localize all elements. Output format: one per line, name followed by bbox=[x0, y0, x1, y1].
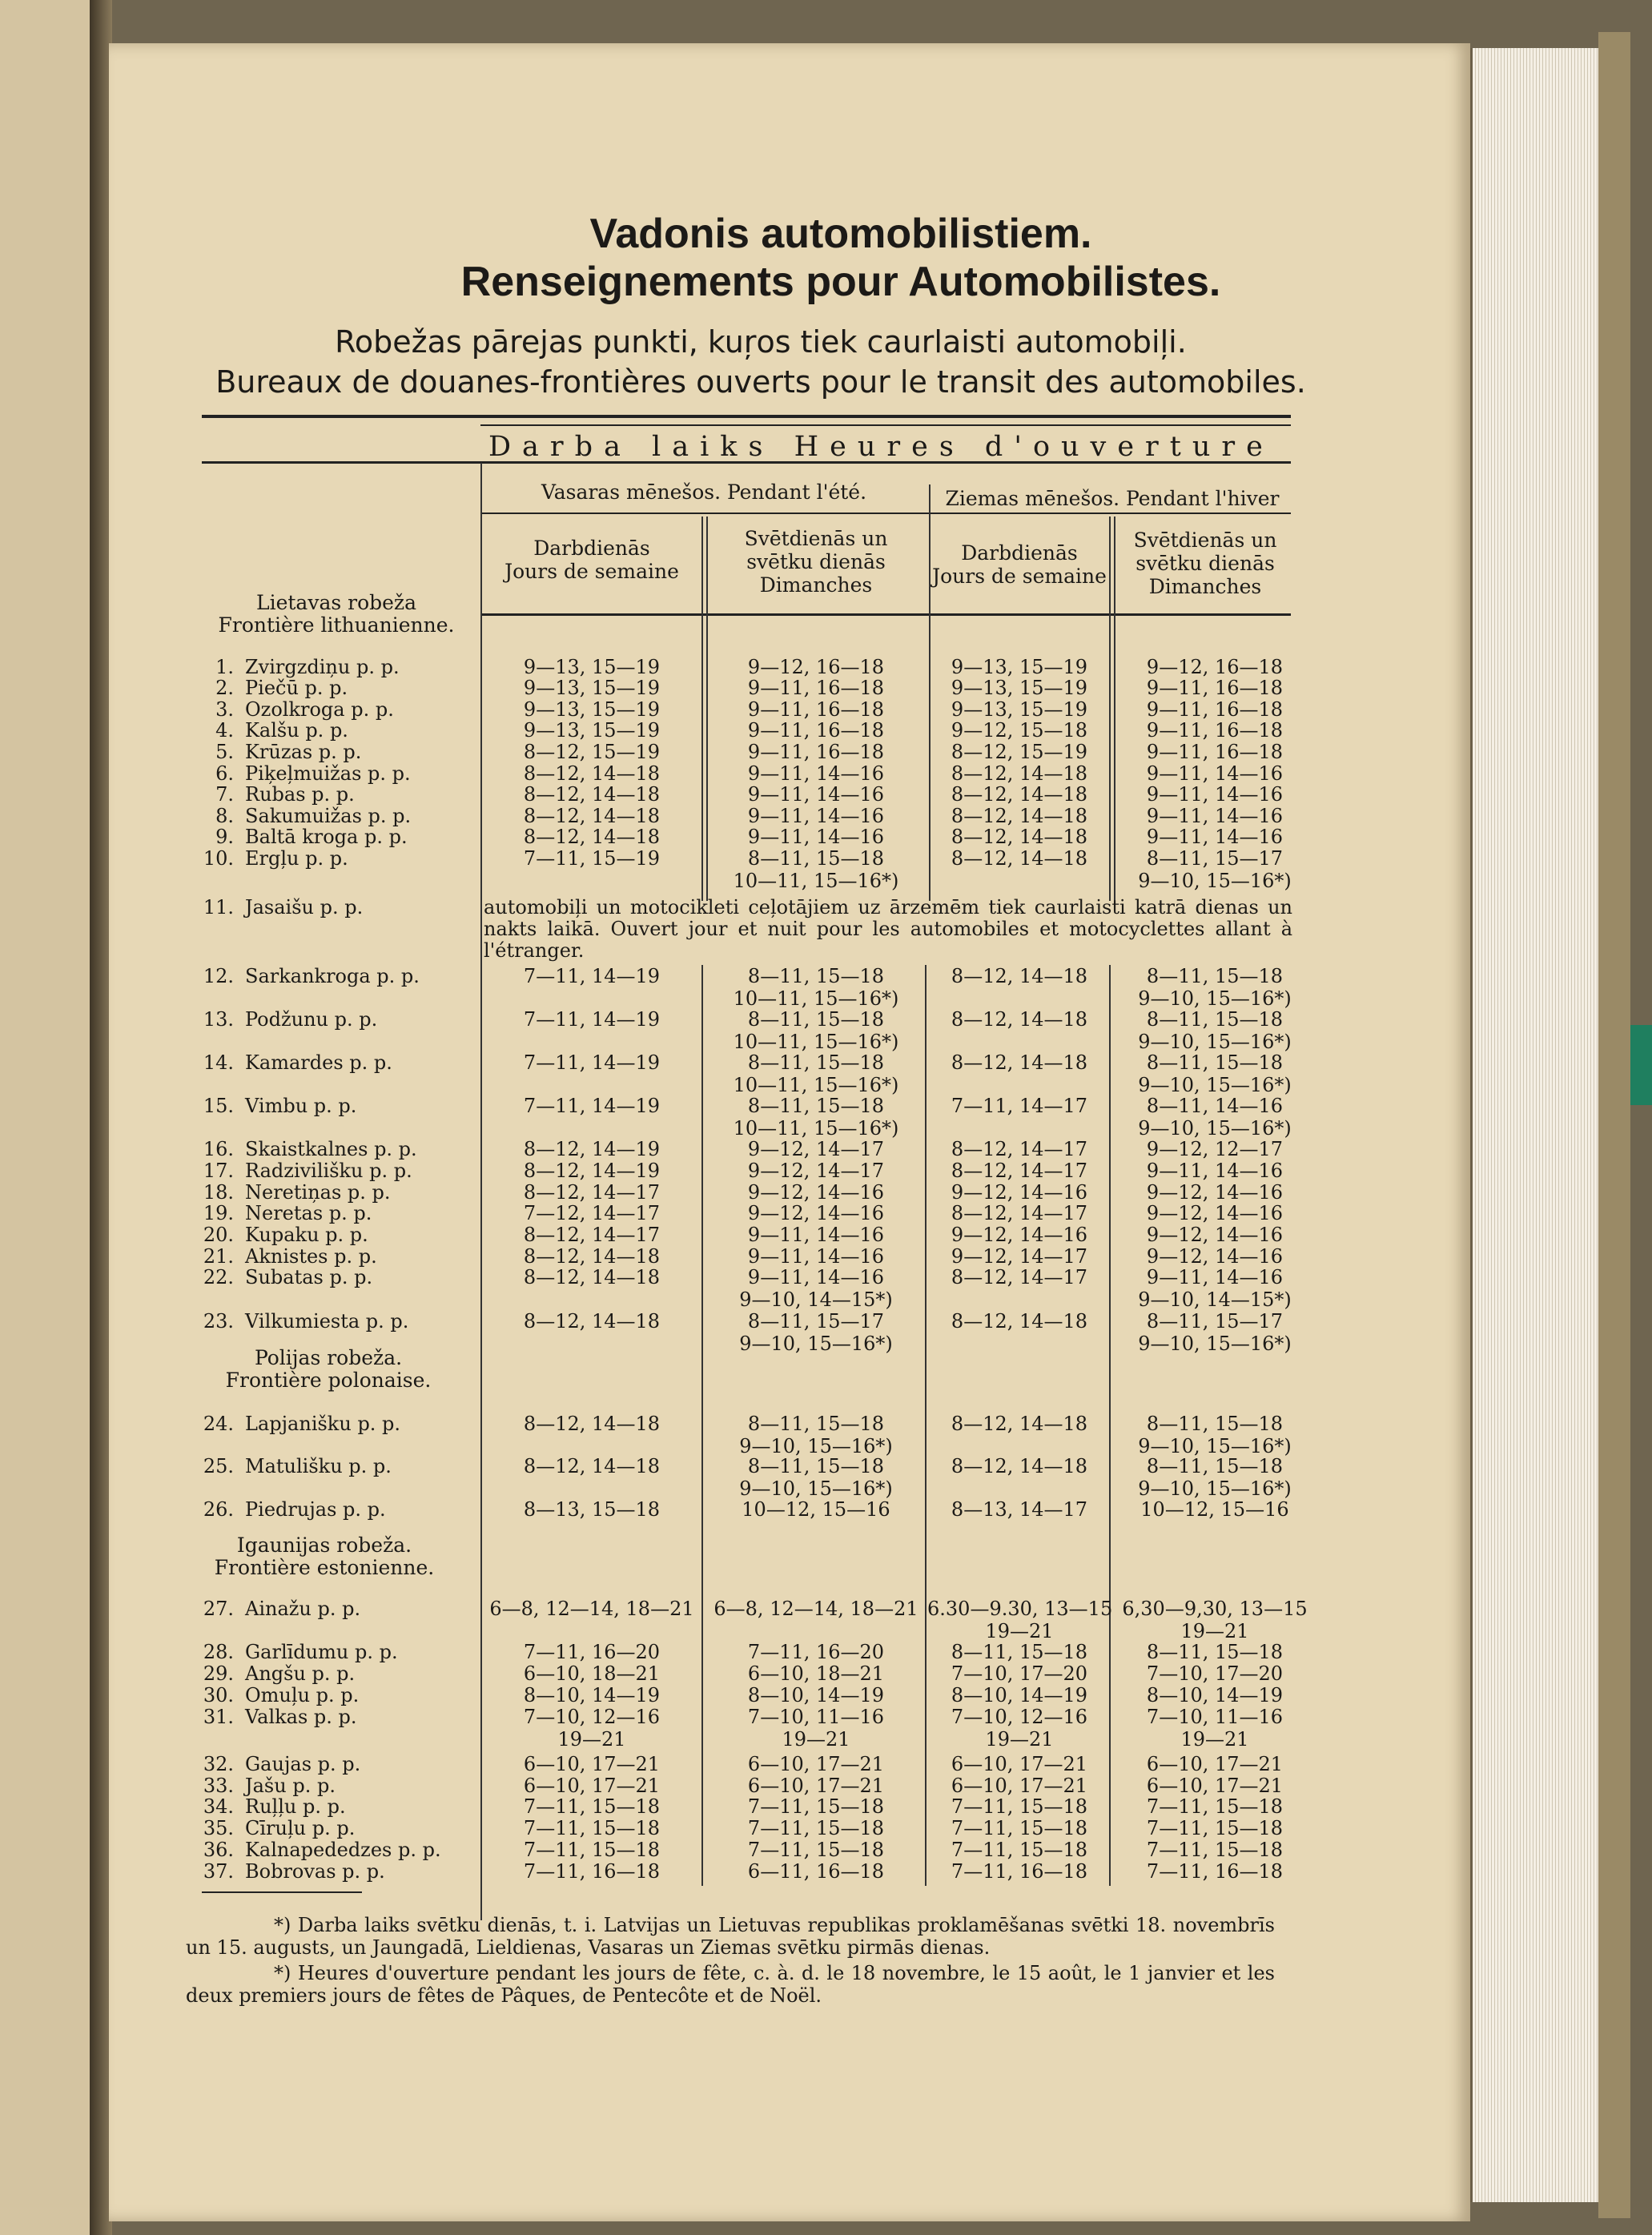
subtitle-french: Bureaux de douanes-frontières ouverts pour le transit des automobiles. bbox=[215, 364, 1306, 400]
hours-c2: 6—10, 18—21 bbox=[747, 1662, 885, 1685]
hours-c2: 7—11, 16—20 bbox=[747, 1641, 885, 1663]
hours-c4: 8—11, 15—18 bbox=[1146, 1641, 1284, 1663]
crossing-name: Rubas p. p. bbox=[245, 783, 355, 806]
row-number: 20. bbox=[203, 1224, 234, 1246]
crossing-name: Skaistkalnes p. p. bbox=[245, 1138, 417, 1160]
section-lithuania bbox=[200, 592, 472, 637]
sundays-lv1: Svētdienās un bbox=[1133, 529, 1277, 552]
weekdays-fr: Jours de semaine bbox=[504, 560, 679, 583]
hours-c2: 6—10, 17—21 bbox=[747, 1753, 885, 1775]
row-number: 26. bbox=[203, 1498, 234, 1521]
hours-c4: 9—12, 14—16 bbox=[1146, 1224, 1284, 1246]
summer-weekdays-heading bbox=[484, 537, 700, 583]
hours-c1: 7—11, 14—19 bbox=[523, 1008, 661, 1031]
hours-c4-second-line: 9—10, 15—16*) bbox=[1138, 1117, 1292, 1140]
crossing-name: Ruļļu p. p. bbox=[245, 1795, 346, 1818]
hours-c4: 7—11, 16—18 bbox=[1146, 1860, 1284, 1883]
crossing-name: Piķeļmuižas p. p. bbox=[245, 762, 411, 785]
hours-c1: 7—11, 15—18 bbox=[523, 1839, 661, 1861]
hours-c2: 7—11, 15—18 bbox=[747, 1839, 885, 1861]
row-number: 19. bbox=[203, 1202, 234, 1224]
row-number: 31. bbox=[203, 1706, 234, 1728]
title-french: Renseignements pour Automobilistes. bbox=[460, 259, 1221, 305]
row-number: 14. bbox=[203, 1051, 234, 1074]
hours-c4-second-line: 9—10, 15—16*) bbox=[1138, 1435, 1292, 1457]
row-number: 32. bbox=[203, 1753, 234, 1775]
col-line-1 bbox=[480, 463, 482, 1920]
crossing-name: Zvirgzdiņu p. p. bbox=[245, 656, 400, 678]
hours-c4: 9—12, 14—16 bbox=[1146, 1181, 1284, 1204]
hours-c2-second-line: 9—10, 14—15*) bbox=[739, 1288, 893, 1311]
hours-c3: 7—11, 15—18 bbox=[951, 1817, 1088, 1839]
hours-c4: 8—11, 15—17 bbox=[1146, 847, 1284, 870]
header-bottom-rule bbox=[480, 613, 1291, 616]
hours-c3: 7—11, 15—18 bbox=[951, 1795, 1088, 1818]
bookmark-tab bbox=[1630, 1025, 1652, 1105]
hours-c2: 9—11, 14—16 bbox=[747, 1245, 885, 1268]
hours-c3: 6—10, 17—21 bbox=[951, 1775, 1088, 1797]
hours-c2: 6—8, 12—14, 18—21 bbox=[713, 1598, 918, 1620]
row-number: 1. bbox=[215, 656, 234, 678]
page-edges bbox=[1470, 48, 1601, 2202]
crossing-name: Omuļu p. p. bbox=[245, 1684, 360, 1706]
weekdays-lv: Darbdienās bbox=[961, 541, 1078, 565]
hours-c2: 8—11, 15—18 bbox=[747, 847, 885, 870]
hours-c2: 7—10, 11—16 bbox=[747, 1706, 885, 1728]
hours-c2: 10—12, 15—16 bbox=[742, 1498, 890, 1521]
hours-c3: 8—12, 14—17 bbox=[951, 1266, 1088, 1288]
hours-c1: 8—12, 14—18 bbox=[523, 1310, 661, 1333]
crossing-name: Baltā kroga p. p. bbox=[245, 826, 408, 848]
hours-c3: 8—12, 14—18 bbox=[951, 826, 1088, 848]
hours-c3: 8—12, 14—17 bbox=[951, 1138, 1088, 1160]
row-number: 33. bbox=[203, 1775, 234, 1797]
hours-c3: 9—12, 14—16 bbox=[951, 1181, 1088, 1204]
hours-c4: 7—10, 17—20 bbox=[1146, 1662, 1284, 1685]
hours-c1: 7—11, 16—18 bbox=[523, 1860, 661, 1883]
winter-weekdays-heading bbox=[931, 541, 1108, 588]
footnote-latvian: *) Darba laiks svētku dienās, t. i. Latvijas un Lietuvas republikas proklamēšanas svētki 18. novembrīs un 15. augusts, un Jaungadā, Lieldienas, Vasaras un Ziemas svētku pirmās dienas. bbox=[186, 1914, 1275, 1959]
footnote-french: *) Heures d'ouverture pendant les jours de fête, c. à. d. le 18 novembre, le 15 août, le 1 janvier et les deux premiers jours de fêtes de Pâques, de Pentecôte et de Noël. bbox=[186, 1962, 1275, 2007]
hours-c3: 8—12, 14—18 bbox=[951, 762, 1088, 785]
row-number: 24. bbox=[203, 1413, 234, 1435]
hours-c4: 6,30—9,30, 13—15 bbox=[1122, 1598, 1308, 1620]
crossing-name: Kamardes p. p. bbox=[245, 1051, 392, 1074]
hours-c4: 8—11, 15—18 bbox=[1146, 965, 1284, 987]
sundays-lv1: Svētdienās un bbox=[744, 527, 888, 550]
hours-c1: 9—13, 15—19 bbox=[523, 677, 661, 699]
hours-c2: 9—11, 14—16 bbox=[747, 805, 885, 827]
crossing-name: Kupaku p. p. bbox=[245, 1224, 368, 1246]
row-number: 18. bbox=[203, 1181, 234, 1204]
col-line-2c bbox=[701, 965, 703, 1886]
row-number: 30. bbox=[203, 1684, 234, 1706]
hours-c2-second-line: 10—11, 15—16*) bbox=[733, 1074, 899, 1096]
hours-c3: 8—12, 14—18 bbox=[951, 1051, 1088, 1074]
hours-c4-second-line: 9—10, 15—16*) bbox=[1138, 1477, 1292, 1500]
hours-c3: 8—13, 14—17 bbox=[951, 1498, 1088, 1521]
section-poland bbox=[192, 1347, 464, 1392]
crossing-name: Podžunu p. p. bbox=[245, 1008, 378, 1031]
hours-c1: 6—8, 12—14, 18—21 bbox=[489, 1598, 694, 1620]
hours-c1: 6—10, 18—21 bbox=[523, 1662, 661, 1685]
hours-c1: 8—10, 14—19 bbox=[523, 1684, 661, 1706]
hours-c4: 7—10, 11—16 bbox=[1146, 1706, 1284, 1728]
left-page-edge bbox=[0, 0, 92, 2235]
sundays-lv2: svētku dienās bbox=[1135, 552, 1275, 575]
crossing-name: Garlīdumu p. p. bbox=[245, 1641, 398, 1663]
crossing-name: Kalnapededzes p. p. bbox=[245, 1839, 441, 1861]
hours-c1: 8—12, 14—18 bbox=[523, 1245, 661, 1268]
hours-c4: 9—11, 16—18 bbox=[1146, 698, 1284, 721]
row-number: 11. bbox=[203, 896, 234, 919]
hours-c1: 8—12, 14—19 bbox=[523, 1138, 661, 1160]
hours-c1: 9—13, 15—19 bbox=[523, 698, 661, 721]
hours-c1: 6—10, 17—21 bbox=[523, 1775, 661, 1797]
sundays-fr: Dimanches bbox=[1148, 575, 1262, 598]
row-number: 28. bbox=[203, 1641, 234, 1663]
hours-c3: 8—12, 14—18 bbox=[951, 1413, 1088, 1435]
crossing-name: Ainažu p. p. bbox=[245, 1598, 361, 1620]
crossing-name: Valkas p. p. bbox=[245, 1706, 357, 1728]
hours-c3: 8—12, 14—18 bbox=[951, 805, 1088, 827]
hours-c1: 8—12, 14—18 bbox=[523, 1266, 661, 1288]
row-number: 34. bbox=[203, 1795, 234, 1818]
hours-c1: 8—12, 14—18 bbox=[523, 1413, 661, 1435]
hours-c4: 9—11, 16—18 bbox=[1146, 677, 1284, 699]
hours-c1: 7—11, 15—19 bbox=[523, 847, 661, 870]
hours-c3: 7—10, 17—20 bbox=[951, 1662, 1088, 1685]
row-number: 13. bbox=[203, 1008, 234, 1031]
hours-c4-second-line: 19—21 bbox=[1180, 1728, 1249, 1751]
hours-c1: 9—13, 15—19 bbox=[523, 656, 661, 678]
hours-c3: 9—12, 14—17 bbox=[951, 1245, 1088, 1268]
hours-c2: 9—11, 14—16 bbox=[747, 1266, 885, 1288]
hours-c4: 9—12, 14—16 bbox=[1146, 1202, 1284, 1224]
crossing-name: Lapjanišku p. p. bbox=[245, 1413, 401, 1435]
hours-c1: 7—10, 12—16 bbox=[523, 1706, 661, 1728]
crossing-name: Sarkankroga p. p. bbox=[245, 965, 420, 987]
hours-c3: 9—13, 15—19 bbox=[951, 698, 1088, 721]
hours-c4: 8—11, 15—17 bbox=[1146, 1310, 1284, 1333]
hours-c4-second-line: 9—10, 15—16*) bbox=[1138, 870, 1292, 892]
row-number: 7. bbox=[215, 783, 234, 806]
hours-c4-second-line: 19—21 bbox=[1180, 1620, 1249, 1642]
hours-c3: 6—10, 17—21 bbox=[951, 1753, 1088, 1775]
crossing-name: Sakumuižas p. p. bbox=[245, 805, 412, 827]
hours-c2: 9—11, 16—18 bbox=[747, 719, 885, 742]
hours-c4: 9—11, 14—16 bbox=[1146, 762, 1284, 785]
hours-c2-second-line: 10—11, 15—16*) bbox=[733, 987, 899, 1010]
hours-c3: 8—12, 14—18 bbox=[951, 1455, 1088, 1477]
hours-c1: 7—11, 14—19 bbox=[523, 1051, 661, 1074]
weekdays-lv: Darbdienās bbox=[533, 537, 650, 560]
hours-c1: 8—12, 14—18 bbox=[523, 805, 661, 827]
hours-c4: 9—11, 16—18 bbox=[1146, 719, 1284, 742]
hours-c4: 9—11, 14—16 bbox=[1146, 805, 1284, 827]
hours-c2: 6—10, 17—21 bbox=[747, 1775, 885, 1797]
hours-c4: 10—12, 15—16 bbox=[1140, 1498, 1289, 1521]
hours-c3: 7—11, 16—18 bbox=[951, 1860, 1088, 1883]
hours-c4-second-line: 9—10, 15—16*) bbox=[1138, 1074, 1292, 1096]
hours-c1-second-line: 19—21 bbox=[557, 1728, 626, 1751]
hours-c2: 9—12, 14—16 bbox=[747, 1181, 885, 1204]
hours-c4: 9—12, 12—17 bbox=[1146, 1138, 1284, 1160]
hours-c2-second-line: 10—11, 15—16*) bbox=[733, 1117, 899, 1140]
hours-c3: 8—12, 15—19 bbox=[951, 741, 1088, 763]
row-number: 10. bbox=[203, 847, 234, 870]
hours-c4: 7—11, 15—18 bbox=[1146, 1839, 1284, 1861]
row-number: 23. bbox=[203, 1310, 234, 1333]
crossing-name: Jasaišu p. p. bbox=[245, 896, 364, 919]
hours-c4: 9—12, 14—16 bbox=[1146, 1245, 1284, 1268]
row-number: 27. bbox=[203, 1598, 234, 1620]
hours-c2: 8—10, 14—19 bbox=[747, 1684, 885, 1706]
hours-c4-second-line: 9—10, 15—16*) bbox=[1138, 987, 1292, 1010]
row-number: 25. bbox=[203, 1455, 234, 1477]
hours-c2-second-line: 9—10, 15—16*) bbox=[739, 1333, 893, 1355]
hours-c4: 8—11, 15—18 bbox=[1146, 1008, 1284, 1031]
hours-c3-second-line: 19—21 bbox=[985, 1728, 1054, 1751]
crossing-name: Cīruļu p. p. bbox=[245, 1817, 356, 1839]
hours-c2: 9—11, 14—16 bbox=[747, 826, 885, 848]
row-number: 21. bbox=[203, 1245, 234, 1268]
subtitle-latvian: Robežas pārejas punkti, kuŗos tiek caurlaisti automobiļi. bbox=[335, 324, 1187, 360]
crossing-name: Piedrujas p. p. bbox=[245, 1498, 386, 1521]
hours-c1: 8—13, 15—18 bbox=[523, 1498, 661, 1521]
hours-c2: 9—12, 14—17 bbox=[747, 1160, 885, 1182]
hours-c2: 8—11, 15—18 bbox=[747, 1008, 885, 1031]
hours-c1: 8—12, 14—18 bbox=[523, 1455, 661, 1477]
crossing-name: Vimbu p. p. bbox=[245, 1095, 357, 1117]
hours-c2: 6—11, 16—18 bbox=[747, 1860, 885, 1883]
hours-c2: 9—11, 14—16 bbox=[747, 1224, 885, 1246]
hours-c1: 7—11, 14—19 bbox=[523, 965, 661, 987]
footnote-rule bbox=[202, 1891, 362, 1893]
section-poland-fr: Frontière polonaise. bbox=[225, 1369, 432, 1392]
crossing-name: Vilkumiesta p. p. bbox=[245, 1310, 409, 1333]
hours-c3: 8—12, 14—17 bbox=[951, 1202, 1088, 1224]
row-number: 6. bbox=[215, 762, 234, 785]
hours-c4: 8—10, 14—19 bbox=[1146, 1684, 1284, 1706]
hours-c2-second-line: 9—10, 15—16*) bbox=[739, 1477, 893, 1500]
row-number: 35. bbox=[203, 1817, 234, 1839]
crossing-name: Neretiņas p. p. bbox=[245, 1181, 391, 1204]
row-number: 9. bbox=[215, 826, 234, 848]
hours-c1: 7—11, 15—18 bbox=[523, 1795, 661, 1818]
section-lithuania-lv: Lietavas robeža bbox=[255, 591, 417, 614]
row-number: 16. bbox=[203, 1138, 234, 1160]
hours-c3: 8—12, 14—18 bbox=[951, 1310, 1088, 1333]
hours-c4: 8—11, 15—18 bbox=[1146, 1051, 1284, 1074]
hours-c4: 8—11, 14—16 bbox=[1146, 1095, 1284, 1117]
hours-c2-second-line: 9—10, 15—16*) bbox=[739, 1435, 893, 1457]
hours-c3: 8—12, 14—18 bbox=[951, 1008, 1088, 1031]
summer-heading: Vasaras mēnešos. Pendant l'été. bbox=[541, 480, 867, 504]
section-estonia bbox=[188, 1534, 460, 1579]
hours-c2: 9—12, 16—18 bbox=[747, 656, 885, 678]
sundays-fr: Dimanches bbox=[759, 573, 873, 597]
hours-c2: 8—11, 15—18 bbox=[747, 1051, 885, 1074]
hours-c4: 9—11, 14—16 bbox=[1146, 1160, 1284, 1182]
row-number: 12. bbox=[203, 965, 234, 987]
season-rule bbox=[480, 513, 1291, 514]
row-number: 29. bbox=[203, 1662, 234, 1685]
hours-c1: 9—13, 15—19 bbox=[523, 719, 661, 742]
row-number: 3. bbox=[215, 698, 234, 721]
hours-c3: 8—10, 14—19 bbox=[951, 1684, 1088, 1706]
weekdays-fr: Jours de semaine bbox=[932, 565, 1107, 588]
hours-c2-second-line: 19—21 bbox=[782, 1728, 850, 1751]
row-number: 8. bbox=[215, 805, 234, 827]
crossing-name: Kalšu p. p. bbox=[245, 719, 348, 742]
title-latvian: Vadonis automobilistiem. bbox=[589, 211, 1092, 257]
hours-c2: 7—11, 15—18 bbox=[747, 1817, 885, 1839]
hours-c3: 9—12, 14—16 bbox=[951, 1224, 1088, 1246]
crossing-name: Ozolkroga p. p. bbox=[245, 698, 394, 721]
hours-c2-second-line: 10—11, 15—16*) bbox=[733, 1031, 899, 1053]
hours-c4-second-line: 9—10, 15—16*) bbox=[1138, 1031, 1292, 1053]
col-line-2a bbox=[701, 517, 703, 901]
row-number: 36. bbox=[203, 1839, 234, 1861]
hours-c2: 8—11, 15—18 bbox=[747, 1455, 885, 1477]
hours-c2-second-line: 10—11, 15—16*) bbox=[733, 870, 899, 892]
hours-c3: 9—13, 15—19 bbox=[951, 677, 1088, 699]
hours-c2: 9—11, 16—18 bbox=[747, 698, 885, 721]
hours-c1: 8—12, 14—17 bbox=[523, 1181, 661, 1204]
row-number: 22. bbox=[203, 1266, 234, 1288]
hours-c2: 9—11, 16—18 bbox=[747, 677, 885, 699]
section-estonia-fr: Frontière estonienne. bbox=[214, 1556, 435, 1579]
row-number: 15. bbox=[203, 1095, 234, 1117]
hours-c3: 9—12, 15—18 bbox=[951, 719, 1088, 742]
hours-c2: 9—12, 14—16 bbox=[747, 1202, 885, 1224]
hours-c2: 8—11, 15—18 bbox=[747, 1095, 885, 1117]
hours-c1: 7—11, 15—18 bbox=[523, 1817, 661, 1839]
hours-c1: 8—12, 14—18 bbox=[523, 762, 661, 785]
crossing-name: Krūzas p. p. bbox=[245, 741, 362, 763]
hours-c3-second-line: 19—21 bbox=[985, 1620, 1054, 1642]
hours-c2: 8—11, 15—18 bbox=[747, 1413, 885, 1435]
hours-c3: 8—12, 14—18 bbox=[951, 965, 1088, 987]
hours-c4: 8—11, 15—18 bbox=[1146, 1455, 1284, 1477]
hours-c3: 6.30—9.30, 13—15 bbox=[927, 1598, 1113, 1620]
crossing-name: Subatas p. p. bbox=[245, 1266, 373, 1288]
hours-c1: 8—12, 14—18 bbox=[523, 783, 661, 806]
hours-c4-second-line: 9—10, 15—16*) bbox=[1138, 1333, 1292, 1355]
hours-c4: 6—10, 17—21 bbox=[1146, 1775, 1284, 1797]
row-number: 5. bbox=[215, 741, 234, 763]
hours-c2: 8—11, 15—18 bbox=[747, 965, 885, 987]
section-estonia-lv: Igaunijas robeža. bbox=[236, 1534, 412, 1557]
crossing-name: Ergļu p. p. bbox=[245, 847, 348, 870]
crossing-name: Bobrovas p. p. bbox=[245, 1860, 385, 1883]
hours-c2: 9—11, 16—18 bbox=[747, 741, 885, 763]
hours-c4: 9—11, 14—16 bbox=[1146, 826, 1284, 848]
hours-c2: 9—12, 14—17 bbox=[747, 1138, 885, 1160]
crossing-name: Gaujas p. p. bbox=[245, 1753, 361, 1775]
crossing-name: Piečū p. p. bbox=[245, 677, 348, 699]
crossing-name: Neretas p. p. bbox=[245, 1202, 372, 1224]
crossing-name: Matulišku p. p. bbox=[245, 1455, 392, 1477]
row-number: 2. bbox=[215, 677, 234, 699]
row-number: 4. bbox=[215, 719, 234, 742]
table-top-rule bbox=[202, 415, 1291, 418]
hours-c3: 8—12, 14—17 bbox=[951, 1160, 1088, 1182]
hours-c1: 6—10, 17—21 bbox=[523, 1753, 661, 1775]
hours-c3: 7—10, 12—16 bbox=[951, 1706, 1088, 1728]
hours-c4: 9—11, 14—16 bbox=[1146, 783, 1284, 806]
hours-c4: 9—11, 14—16 bbox=[1146, 1266, 1284, 1288]
hours-c3: 7—11, 15—18 bbox=[951, 1839, 1088, 1861]
crossing-name: Radzivilišku p. p. bbox=[245, 1160, 412, 1182]
crossing-name: Jašu p. p. bbox=[245, 1775, 336, 1797]
hours-c4-second-line: 9—10, 14—15*) bbox=[1138, 1288, 1292, 1311]
hours-c2: 7—11, 15—18 bbox=[747, 1795, 885, 1818]
section-lithuania-fr: Frontière lithuanienne. bbox=[218, 613, 455, 637]
hours-c1: 8—12, 14—18 bbox=[523, 826, 661, 848]
hours-c3: 8—11, 15—18 bbox=[951, 1641, 1088, 1663]
hours-c1: 8—12, 15—19 bbox=[523, 741, 661, 763]
hours-c4: 7—11, 15—18 bbox=[1146, 1817, 1284, 1839]
table-top-rule-thin bbox=[480, 424, 1291, 426]
hours-c3: 8—12, 14—18 bbox=[951, 847, 1088, 870]
hours-c2: 9—11, 14—16 bbox=[747, 762, 885, 785]
row-number: 17. bbox=[203, 1160, 234, 1182]
hours-c1: 8—12, 14—19 bbox=[523, 1160, 661, 1182]
col-line-3b bbox=[925, 965, 926, 1886]
hours-c1: 8—12, 14—17 bbox=[523, 1224, 661, 1246]
crossing-name: Angšu p. p. bbox=[245, 1662, 356, 1685]
hours-c1: 7—12, 14—17 bbox=[523, 1202, 661, 1224]
summer-sundays-heading bbox=[708, 527, 924, 597]
hours-c2: 8—11, 15—17 bbox=[747, 1310, 885, 1333]
section-poland-lv: Polijas robeža. bbox=[254, 1346, 403, 1369]
hours-c3: 7—11, 14—17 bbox=[951, 1095, 1088, 1117]
hours-c2: 9—11, 14—16 bbox=[747, 783, 885, 806]
hours-c4: 8—11, 15—18 bbox=[1146, 1413, 1284, 1435]
hours-c3: 9—13, 15—19 bbox=[951, 656, 1088, 678]
hours-c4: 6—10, 17—21 bbox=[1146, 1753, 1284, 1775]
hours-c1: 7—11, 14—19 bbox=[523, 1095, 661, 1117]
book-cover bbox=[1598, 32, 1630, 2218]
round-the-clock-note: automobiļi un motocikleti ceļotājiem uz ārzemēm tiek caurlaisti katrā dienas un nakts laikā. Ouvert jour et nuit pour les automobiles et motocyclettes allant à l'étranger. bbox=[484, 896, 1292, 962]
winter-sundays-heading bbox=[1116, 529, 1294, 598]
row-number: 37. bbox=[203, 1860, 234, 1883]
hours-heading: Darba laiks Heures d'ouverture bbox=[488, 431, 1274, 463]
hours-c1: 7—11, 16—20 bbox=[523, 1641, 661, 1663]
hours-c4: 9—11, 16—18 bbox=[1146, 741, 1284, 763]
winter-heading: Ziemas mēnešos. Pendant l'hiver bbox=[945, 487, 1280, 510]
hours-c3: 8—12, 14—18 bbox=[951, 783, 1088, 806]
hours-c4: 7—11, 15—18 bbox=[1146, 1795, 1284, 1818]
sundays-lv2: svētku dienās bbox=[746, 550, 886, 573]
crossing-name: Aknistes p. p. bbox=[245, 1245, 377, 1268]
hours-c4: 9—12, 16—18 bbox=[1146, 656, 1284, 678]
